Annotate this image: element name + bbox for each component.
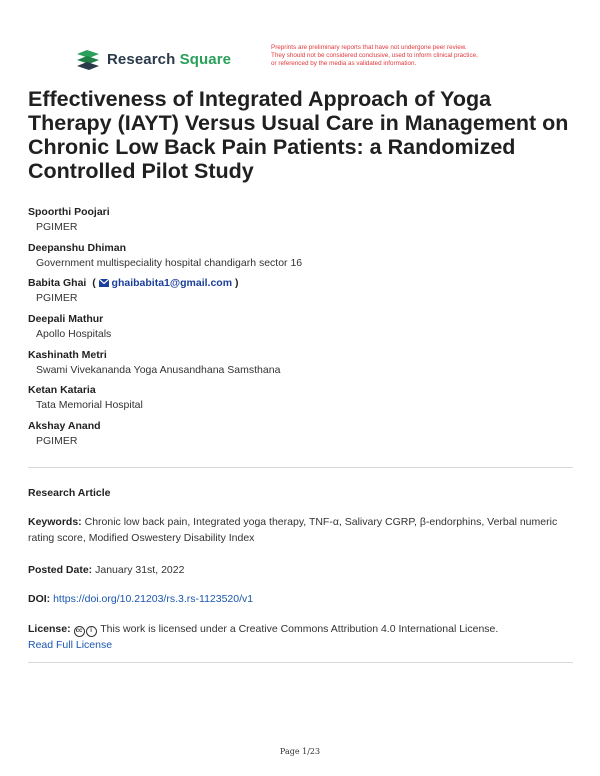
doi-link[interactable]: https://doi.org/10.21203/rs.3.rs-1123520/v1 <box>53 593 254 605</box>
doi-label: DOI: <box>28 593 51 605</box>
keywords <box>28 515 573 546</box>
doi <box>28 592 573 608</box>
author-name[interactable]: Akshay Anand <box>28 420 101 433</box>
license-text: This work is licensed under a Creative Commons Attribution 4.0 International License. <box>100 623 499 635</box>
author-name[interactable]: Deepanshu Dhiman <box>28 241 127 254</box>
cc-icon: cc <box>74 626 85 637</box>
author-name[interactable]: Spoorthi Poojari <box>28 206 110 218</box>
author-entry <box>28 242 573 278</box>
author-affiliation: Government multispeciality hospital chandigarh sector 16 <box>36 256 303 269</box>
notice-line: They should not be considered conclusive, used to inform clinical practice, <box>271 52 478 59</box>
posted-date <box>28 563 573 579</box>
author-name[interactable]: Babita Ghai <box>28 277 87 290</box>
author-name[interactable]: Ketan Kataria <box>28 384 96 397</box>
mail-icon <box>99 279 109 287</box>
author-entry <box>28 313 573 349</box>
cc-by-icon: i <box>86 626 97 637</box>
author-affiliation: Apollo Hospitals <box>36 328 112 341</box>
author-entry <box>28 384 573 420</box>
author-name-with-email: Babita Ghai ( ghaibabita1@gmail.com ) <box>28 277 239 290</box>
notice-line: or referenced by the media as validated information. <box>271 60 417 67</box>
research-square-logo[interactable] <box>75 48 231 70</box>
author-entry <box>28 277 573 313</box>
author-email-link[interactable]: ghaibabita1@gmail.com <box>111 277 233 290</box>
author-list <box>28 206 573 456</box>
research-square-logo-icon <box>75 48 101 70</box>
author-affiliation: Tata Memorial Hospital <box>36 399 143 412</box>
keywords-label: Keywords: <box>28 516 82 528</box>
author-affiliation: Swami Vivekananda Yoga Anusandhana Samsthana <box>36 363 281 376</box>
author-affiliation: PGIMER <box>36 292 78 305</box>
license <box>28 622 573 653</box>
posted-label: Posted Date: <box>28 564 93 576</box>
header <box>75 44 535 80</box>
preprint-notice <box>271 44 541 68</box>
divider <box>28 662 573 663</box>
article-type: Research Article <box>28 487 111 499</box>
logo-text: Research Square <box>107 50 232 68</box>
author-entry <box>28 420 573 456</box>
author-entry <box>28 349 573 385</box>
author-name[interactable]: Kashinath Metri <box>28 348 107 361</box>
author-affiliation: PGIMER <box>36 221 78 233</box>
notice-line: Preprints are preliminary reports that have not undergone peer review. <box>271 44 467 51</box>
page-number: Page 1/23 <box>279 747 321 756</box>
license-label: License: <box>28 623 71 635</box>
author-affiliation: PGIMER <box>36 435 78 448</box>
divider <box>28 467 573 468</box>
keywords-text: Chronic low back pain, Integrated yoga therapy, TNF-α, Salivary CGRP, β-endorphins, Verbal numeric rating score, Modified Oswestery Disability Index <box>28 516 558 544</box>
author-entry <box>28 206 573 242</box>
author-name[interactable]: Deepali Mathur <box>28 313 104 326</box>
paper-title: Effectiveness of Integrated Approach of Yoga Therapy (IAYT) Versus Usual Care in Management on Chronic Low Back Pain Patients: a Randomized Controlled Pilot Study <box>28 87 569 183</box>
read-full-license-link[interactable]: Read Full License <box>28 638 113 651</box>
posted-date-value: January 31st, 2022 <box>95 564 185 576</box>
